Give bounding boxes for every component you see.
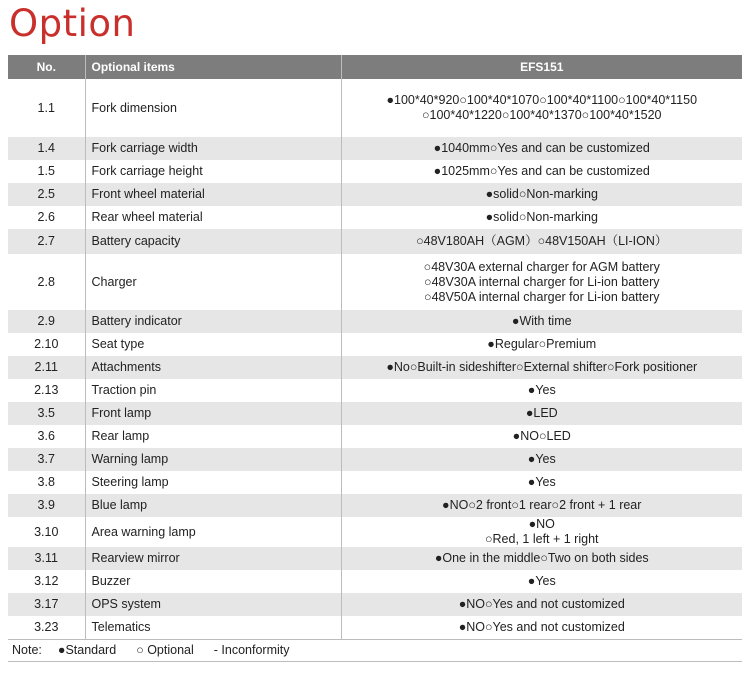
value-line: ●1025mm○Yes and can be customized (433, 164, 650, 178)
row-item: Front lamp (85, 402, 341, 425)
row-value (341, 517, 742, 547)
table-row (8, 471, 742, 494)
row-number: 2.8 (8, 254, 85, 310)
row-number: 2.5 (8, 183, 85, 206)
row-value (341, 206, 742, 229)
row-item: Fork carriage width (85, 137, 341, 160)
row-item: Front wheel material (85, 183, 341, 206)
row-number: 2.7 (8, 229, 85, 254)
value-line: ●NO○LED (512, 429, 571, 443)
row-item: Rearview mirror (85, 547, 341, 570)
row-value (341, 356, 742, 379)
row-number: 3.7 (8, 448, 85, 471)
row-value (341, 183, 742, 206)
row-value (341, 547, 742, 570)
header-optional-items: Optional items (85, 55, 341, 79)
row-number: 3.11 (8, 547, 85, 570)
table-row (8, 137, 742, 160)
row-number: 2.11 (8, 356, 85, 379)
row-item: Telematics (85, 616, 341, 639)
row-value (341, 254, 742, 310)
row-number: 3.10 (8, 517, 85, 547)
table-row (8, 356, 742, 379)
row-item: Blue lamp (85, 494, 341, 517)
table-row (8, 593, 742, 616)
value-line: ●Yes (527, 475, 556, 489)
table-row (8, 517, 742, 547)
table-row (8, 160, 742, 183)
row-value (341, 494, 742, 517)
note-cell (8, 639, 742, 661)
row-number: 3.8 (8, 471, 85, 494)
value-line: ●LED (525, 406, 558, 420)
value-line: ●Yes (527, 383, 556, 397)
value-line: ●1040mm○Yes and can be customized (433, 141, 650, 155)
value-line: ●One in the middle○Two on both sides (434, 551, 649, 565)
value-line: ○48V50A internal charger for Li-ion battery (424, 289, 660, 304)
table-row (8, 448, 742, 471)
row-item: Charger (85, 254, 341, 310)
row-value (341, 310, 742, 333)
row-item: Area warning lamp (85, 517, 341, 547)
options-table (8, 55, 742, 662)
row-number: 3.12 (8, 570, 85, 593)
table-row (8, 494, 742, 517)
value-line: ●NO○Yes and not customized (458, 619, 625, 634)
table-row (8, 254, 742, 310)
row-value (341, 593, 742, 616)
row-number: 3.23 (8, 616, 85, 639)
table-row (8, 183, 742, 206)
value-line: ○Red, 1 left + 1 right (484, 532, 599, 546)
table-body (8, 79, 742, 639)
note-inconformity: - Inconformity (213, 642, 290, 657)
row-item: Attachments (85, 356, 341, 379)
value-line: ●100*40*920○100*40*1070○100*40*1100○100*40*1150 (386, 93, 698, 107)
note-label: Note: (12, 642, 42, 657)
row-item: Rear wheel material (85, 206, 341, 229)
row-item: Fork carriage height (85, 160, 341, 183)
row-item: Traction pin (85, 379, 341, 402)
table-header-row (8, 55, 742, 79)
row-number: 3.9 (8, 494, 85, 517)
page-title: Option (9, 2, 136, 45)
row-number: 2.9 (8, 310, 85, 333)
row-number: 3.17 (8, 593, 85, 616)
row-value (341, 79, 742, 137)
row-value (341, 137, 742, 160)
value-line: ●Regular○Premium (487, 337, 597, 351)
row-number: 2.10 (8, 333, 85, 356)
value-line: ●Yes (527, 452, 556, 466)
row-number: 2.6 (8, 206, 85, 229)
row-value (341, 402, 742, 425)
row-item: Battery indicator (85, 310, 341, 333)
value-line: ●NO (528, 517, 555, 531)
row-number: 3.6 (8, 425, 85, 448)
note-optional: ○ Optional (136, 642, 194, 657)
value-line: ●No○Built-in sideshifter○External shifter○Fork positioner (386, 360, 698, 374)
row-item: Seat type (85, 333, 341, 356)
row-value (341, 471, 742, 494)
table-row (8, 79, 742, 137)
row-item: Buzzer (85, 570, 341, 593)
table-row (8, 402, 742, 425)
row-item: Battery capacity (85, 229, 341, 254)
table-row (8, 206, 742, 229)
value-line: ●solid○Non-marking (485, 210, 598, 224)
table-row (8, 333, 742, 356)
row-item: Rear lamp (85, 425, 341, 448)
value-line: ○100*40*1220○100*40*1370○100*40*1520 (421, 108, 662, 122)
row-value (341, 570, 742, 593)
value-line: ●Yes (527, 574, 556, 588)
row-number: 2.13 (8, 379, 85, 402)
row-value (341, 425, 742, 448)
value-line: ○48V180AH（AGM）○48V150AH（LI-ION） (416, 234, 668, 248)
table-row (8, 379, 742, 402)
table-row (8, 547, 742, 570)
value-line: ●With time (511, 314, 572, 328)
table-row (8, 425, 742, 448)
row-item: Steering lamp (85, 471, 341, 494)
value-line: ●NO○2 front○1 rear○2 front + 1 rear (442, 498, 642, 512)
row-number: 1.4 (8, 137, 85, 160)
row-number: 3.5 (8, 402, 85, 425)
row-value (341, 616, 742, 639)
row-value (341, 448, 742, 471)
value-line: ●NO○Yes and not customized (458, 597, 625, 611)
table-row (8, 310, 742, 333)
table-row (8, 616, 742, 639)
row-value (341, 333, 742, 356)
value-line: ○48V30A external charger for AGM battery (423, 259, 660, 274)
header-no: No. (8, 55, 85, 79)
table-row (8, 229, 742, 254)
note-row (8, 639, 742, 661)
value-line: ○48V30A internal charger for Li-ion battery (424, 274, 660, 289)
row-value (341, 229, 742, 254)
row-value (341, 379, 742, 402)
row-number: 1.5 (8, 160, 85, 183)
header-model: EFS151 (341, 55, 742, 79)
table-row (8, 570, 742, 593)
row-number: 1.1 (8, 79, 85, 137)
row-item: Fork dimension (85, 79, 341, 137)
value-line: ●solid○Non-marking (485, 187, 598, 201)
row-value (341, 160, 742, 183)
note-standard: ●Standard (57, 642, 117, 657)
row-item: Warning lamp (85, 448, 341, 471)
row-item: OPS system (85, 593, 341, 616)
